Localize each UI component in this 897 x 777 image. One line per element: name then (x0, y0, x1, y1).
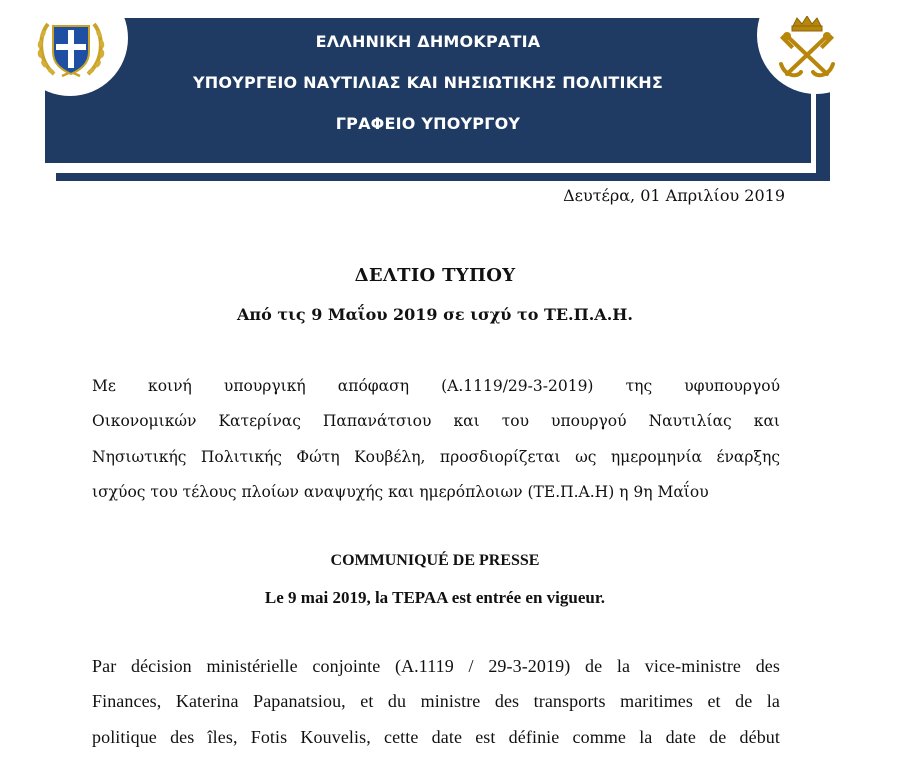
greek-paragraph-line: Με κοινή υπουργική απόφαση (Α.1119/29-3-2019) της υφυπουργού (92, 377, 780, 395)
header-line-republic: ΕΛΛΗΝΙΚΗ ΔΗΜΟΚΡΑΤΙΑ (315, 32, 541, 51)
greek-paragraph-line: Οικονομικών Κατερίνας Παπανάτσιου και του υπουργού Ναυτιλίας και (92, 412, 780, 430)
french-title: COMMUNIQUÉ DE PRESSE (330, 552, 540, 569)
crossed-anchors-icon (775, 16, 839, 82)
french-subtitle: Le 9 mai 2019, la TEPAA est entrée en vigueur. (264, 588, 606, 607)
french-paragraph-line: politique des îles, Fotis Kouvelis, cette date est définie comme la date de début (92, 727, 780, 747)
greek-paragraph-line: ισχύος του τέλους πλοίων αναψυχής και ημερόπλοιων (ΤΕ.Π.Α.Η) η 9η Μαΐου (92, 483, 709, 501)
header-line-office: ΓΡΑΦΕΙΟ ΥΠΟΥΡΓΟΥ (335, 114, 521, 133)
french-paragraph-line: Par décision ministérielle conjointe (A.1119 / 29-3-2019) de la vice-ministre des (92, 656, 780, 676)
header-banner (45, 18, 811, 163)
french-paragraph-line: Finances, Katerina Papanatsiou, et du ministre des transports maritimes et de la (92, 691, 780, 711)
greek-coat-of-arms-icon (34, 16, 108, 82)
header-line-ministry: ΥΠΟΥΡΓΕΙΟ ΝΑΥΤΙΛΙΑΣ ΚΑΙ ΝΗΣΙΩΤΙΚΗΣ ΠΟΛΙΤΙΚΗΣ (192, 73, 664, 92)
press-release-date: Δευτέρα, 01 Απριλίου 2019 (563, 186, 785, 205)
greek-title: ΔΕΛΤΙΟ ΤΥΠΟΥ (354, 265, 516, 286)
greek-subtitle: Από τις 9 Μαΐου 2019 σε ισχύ το ΤΕ.Π.Α.Η. (237, 305, 633, 324)
greek-paragraph-line: Νησιωτικής Πολιτικής Φώτη Κουβέλη, προσδιορίζεται ως ημερομηνία έναρξης (92, 448, 780, 466)
